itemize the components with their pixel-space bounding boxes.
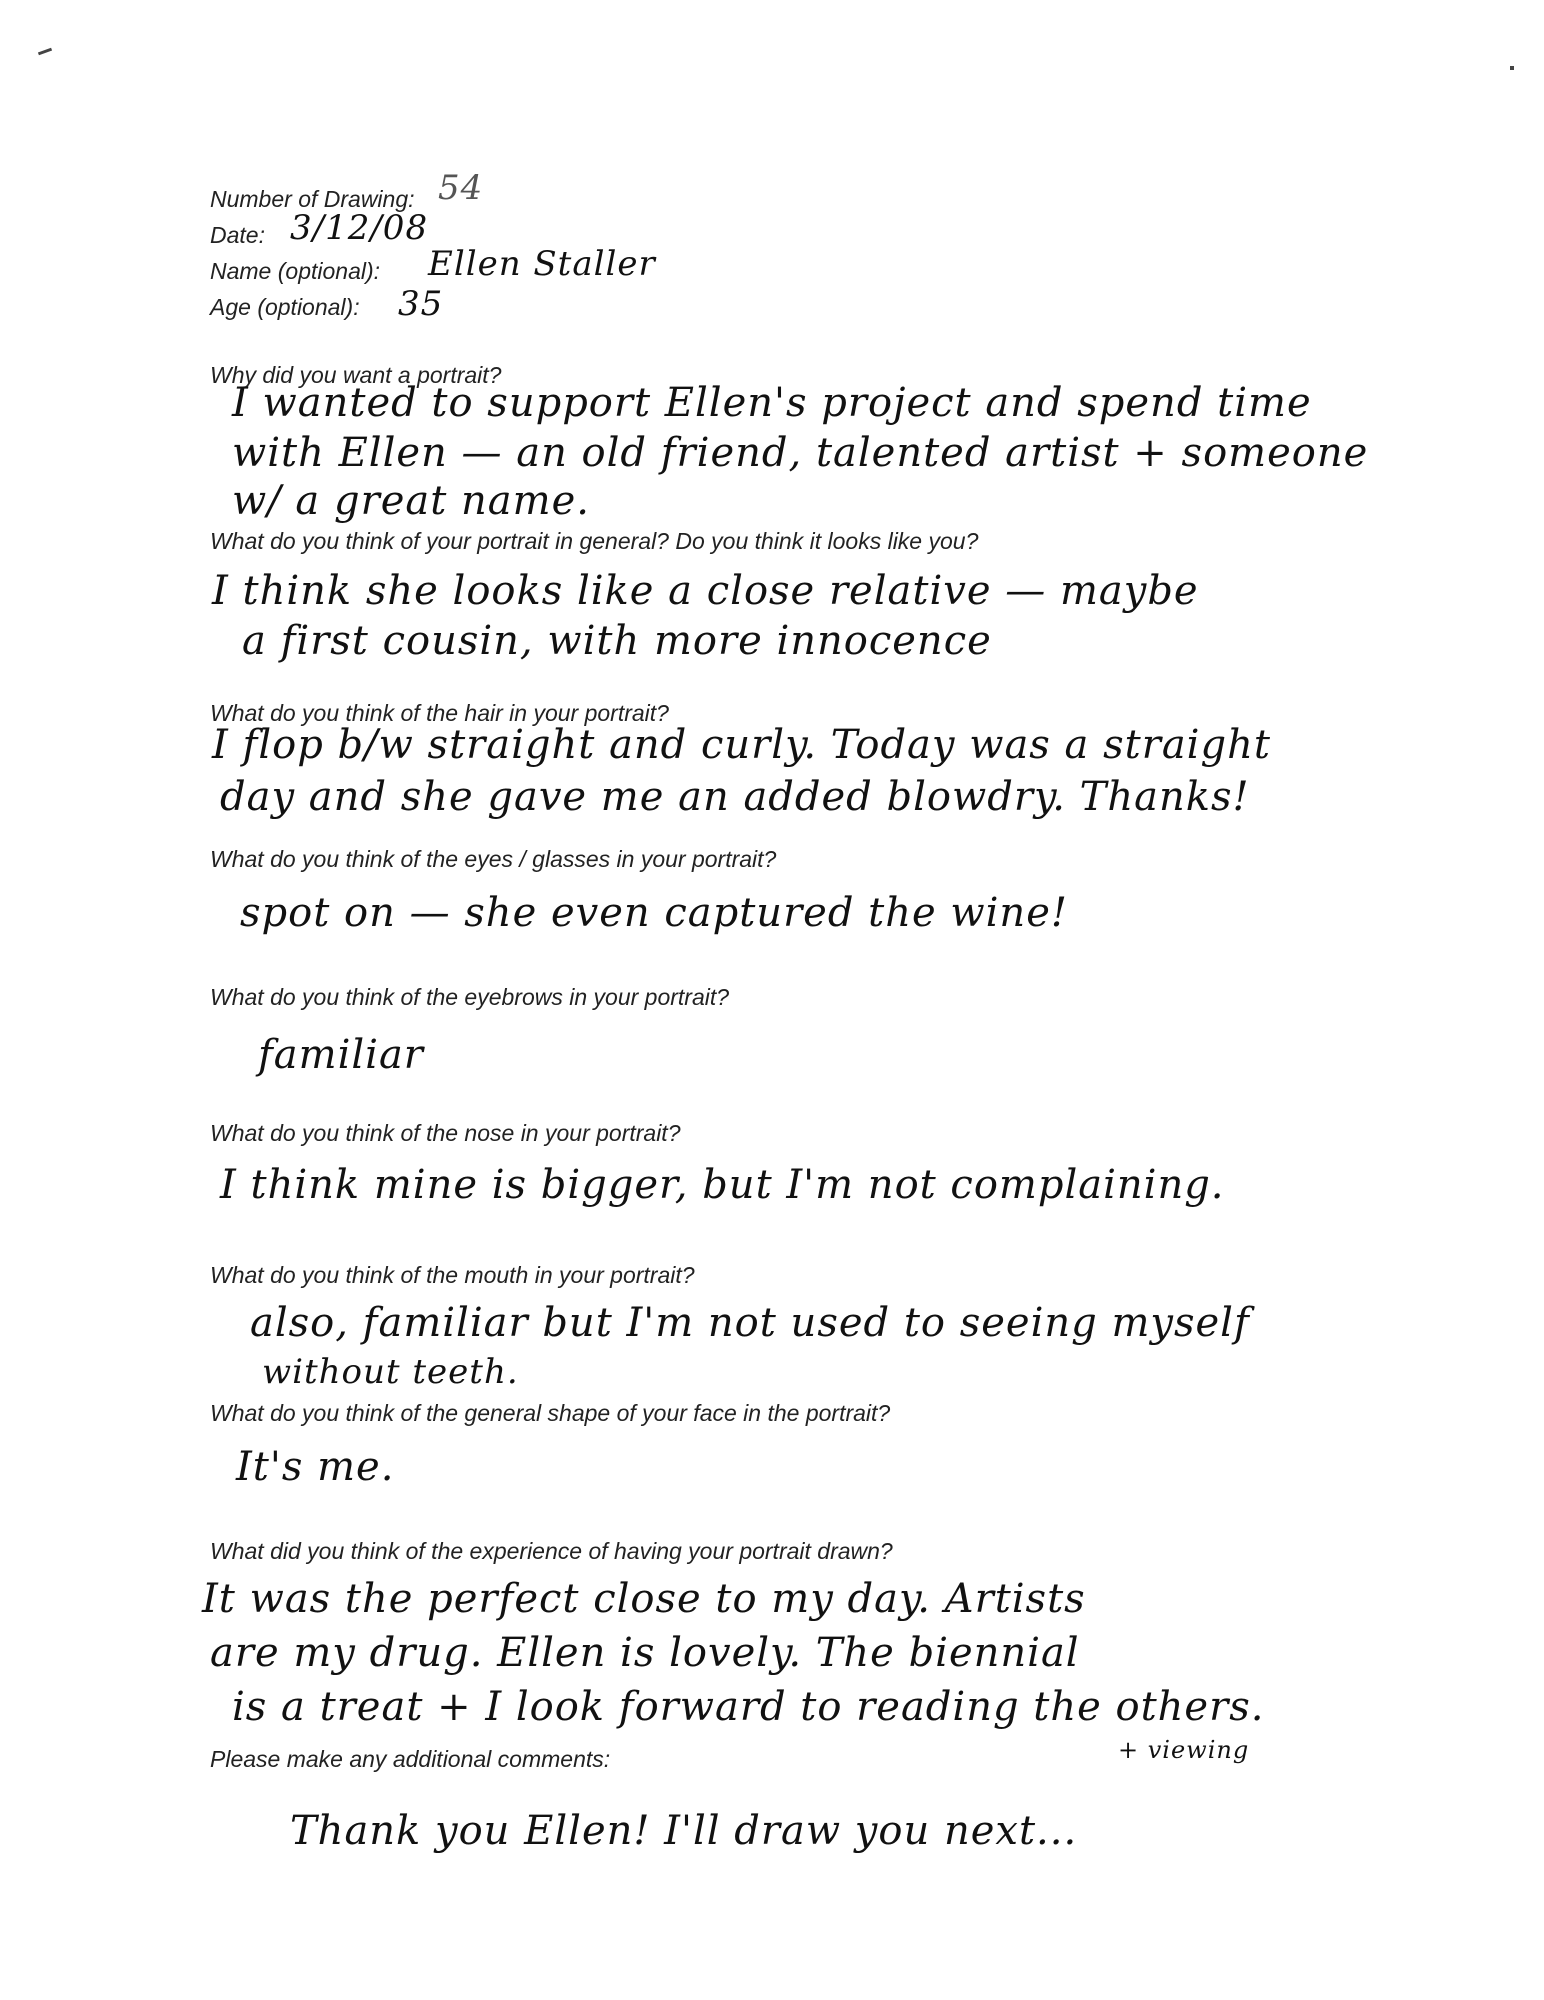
scan-speck [1510, 66, 1514, 70]
age-label: Age (optional): [210, 294, 360, 320]
answer-eyes: spot on — she even captured the wine! [240, 890, 1068, 936]
date-value: 3/12/08 [290, 208, 429, 248]
question-hair: What do you think of the hair in your portrait? [210, 700, 669, 726]
answer-general-line-1: I think she looks like a close relative — maybe [212, 568, 1199, 614]
question-nose: What do you think of the nose in your portrait? [210, 1120, 681, 1146]
answer-experience-line-3: is a treat + I look forward to reading the others. [232, 1684, 1265, 1730]
answer-eyebrows: familiar [258, 1032, 424, 1078]
answer-why-line-2: with Ellen — an old friend, talented artist + someone [232, 430, 1369, 476]
scan-speck [38, 48, 52, 56]
answer-hair-line-2: day and she gave me an added blowdry. Thanks! [220, 774, 1250, 820]
question-eyebrows: What do you think of the eyebrows in your portrait? [210, 984, 730, 1010]
answer-experience-line-1: It was the perfect close to my day. Artists [202, 1576, 1086, 1622]
question-additional-comments: Please make any additional comments: [210, 1746, 611, 1772]
name-label: Name (optional): [210, 258, 381, 284]
answer-mouth-line-2: without teeth. [262, 1352, 519, 1392]
question-eyes: What do you think of the eyes / glasses in your portrait? [210, 846, 777, 872]
date-label: Date: [210, 222, 265, 248]
answer-nose: I think mine is bigger, but I'm not complaining. [220, 1162, 1225, 1208]
age-value: 35 [398, 284, 444, 324]
name-value: Ellen Staller [428, 244, 656, 284]
answer-experience-insertion: + viewing [1118, 1736, 1250, 1764]
answer-hair-line-1: I flop b/w straight and curly. Today was a straight [212, 722, 1271, 768]
number-of-drawing-label: Number of Drawing: [210, 186, 415, 212]
answer-why-line-3: w/ a great name. [232, 478, 590, 524]
answer-face-shape: It's me. [236, 1444, 395, 1490]
answer-additional-comments: Thank you Ellen! I'll draw you next... [290, 1808, 1078, 1854]
question-face-shape: What do you think of the general shape of your face in the portrait? [210, 1400, 891, 1426]
question-why-portrait: Why did you want a portrait? [210, 362, 502, 388]
question-mouth: What do you think of the mouth in your portrait? [210, 1262, 695, 1288]
question-experience: What did you think of the experience of having your portrait drawn? [210, 1538, 893, 1564]
answer-why-line-1: I wanted to support Ellen's project and spend time [232, 380, 1312, 426]
question-portrait-general: What do you think of your portrait in general? Do you think it looks like you? [210, 528, 979, 554]
answer-general-line-2: a first cousin, with more innocence [242, 618, 992, 664]
answer-experience-line-2: are my drug. Ellen is lovely. The biennial [210, 1630, 1080, 1676]
number-of-drawing-value: 54 [438, 168, 484, 208]
answer-mouth-line-1: also, familiar but I'm not used to seeing myself [250, 1300, 1250, 1346]
